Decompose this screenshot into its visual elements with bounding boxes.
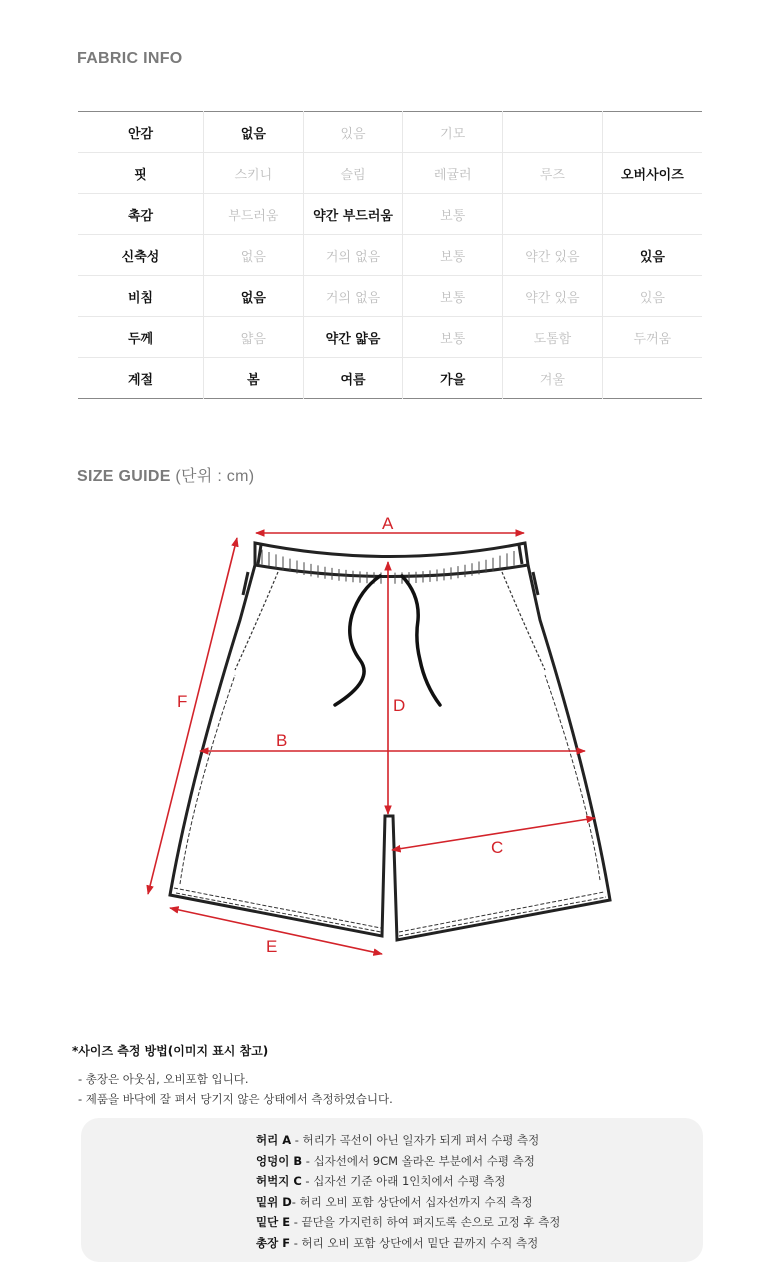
fabric-option-cell: 봄 bbox=[204, 358, 304, 399]
fabric-option-cell bbox=[503, 112, 603, 153]
fabric-option-cell: 겨울 bbox=[503, 358, 603, 399]
fabric-option-cell: 없음 bbox=[204, 276, 304, 317]
size-guide-unit: (단위 : cm) bbox=[170, 468, 255, 485]
notes-line: - 제품을 바닥에 잘 펴서 당기지 않은 상태에서 측정하였습니다. bbox=[78, 1092, 393, 1106]
fabric-option-cell: 있음 bbox=[602, 235, 702, 276]
fabric-option-cell: 여름 bbox=[303, 358, 403, 399]
fabric-option-cell: 얇음 bbox=[204, 317, 304, 358]
fabric-option-cell bbox=[602, 358, 702, 399]
fabric-row bbox=[78, 112, 702, 153]
method-key: 총장 F bbox=[256, 1235, 291, 1250]
measurement-method-list bbox=[256, 1130, 560, 1253]
fabric-row bbox=[78, 153, 702, 194]
fabric-option-cell: 루즈 bbox=[503, 153, 603, 194]
fabric-option-cell: 약간 부드러움 bbox=[303, 194, 403, 235]
fabric-row bbox=[78, 317, 702, 358]
fabric-info-title: FABRIC INFO bbox=[77, 50, 183, 67]
method-desc: - 허리가 곡선이 아닌 일자가 되게 펴서 수평 측정 bbox=[291, 1133, 540, 1147]
shorts-size-diagram bbox=[130, 500, 650, 970]
fabric-option-cell: 레귤러 bbox=[403, 153, 503, 194]
fabric-option-cell: 두꺼움 bbox=[602, 317, 702, 358]
fabric-option-cell: 보통 bbox=[403, 317, 503, 358]
fabric-option-cell: 가을 bbox=[403, 358, 503, 399]
fabric-row-label: 계절 bbox=[127, 372, 154, 388]
method-desc: - 허리 오비 포함 상단에서 밑단 끝까지 수직 측정 bbox=[290, 1235, 539, 1250]
method-key: 엉덩이 B bbox=[256, 1153, 303, 1168]
shorts-outline bbox=[170, 543, 610, 940]
fabric-option-cell: 부드러움 bbox=[204, 194, 304, 235]
method-desc: - 십자선에서 9CM 올라온 부분에서 수평 측정 bbox=[302, 1153, 535, 1168]
fabric-option-cell: 없음 bbox=[204, 112, 304, 153]
label-b: B bbox=[276, 731, 288, 750]
fabric-row-label: 핏 bbox=[78, 153, 204, 194]
pocket-lines bbox=[235, 572, 545, 670]
label-c: C bbox=[491, 838, 504, 857]
fabric-row-label: 촉감 bbox=[78, 194, 204, 235]
size-guide-title-text: SIZE GUIDE bbox=[77, 468, 171, 485]
method-row-hem bbox=[256, 1212, 560, 1233]
label-e: E bbox=[266, 937, 278, 956]
fabric-option-cell bbox=[602, 194, 702, 235]
fabric-option-cell bbox=[503, 194, 603, 235]
fabric-option-cell: 오버사이즈 bbox=[602, 153, 702, 194]
fabric-option-cell: 보통 bbox=[403, 276, 503, 317]
method-key: 허리 A bbox=[256, 1133, 292, 1147]
method-row-rise bbox=[256, 1192, 560, 1213]
fabric-option-cell: 약간 있음 bbox=[503, 235, 603, 276]
method-key: 허벅지 C bbox=[256, 1174, 302, 1188]
method-row-length bbox=[256, 1233, 560, 1254]
fabric-row-label: 안감 bbox=[78, 112, 204, 153]
notes-line: - 총장은 아웃심, 오비포함 입니다. bbox=[78, 1072, 249, 1086]
fabric-row-label: 두께 bbox=[78, 317, 204, 358]
fabric-option-cell: 없음 bbox=[204, 235, 304, 276]
method-desc: - 끝단을 가지런히 하여 펴지도록 손으로 고정 후 측정 bbox=[290, 1215, 561, 1229]
fabric-row bbox=[78, 194, 702, 235]
fabric-option-cell: 거의 없음 bbox=[303, 235, 403, 276]
fabric-option-cell: 기모 bbox=[403, 112, 503, 153]
hem-stitching bbox=[174, 675, 606, 936]
measure-line-f bbox=[148, 538, 237, 894]
method-key: 밑단 E bbox=[256, 1215, 291, 1229]
fabric-option-cell: 슬림 bbox=[303, 153, 403, 194]
measurement-lines bbox=[148, 533, 595, 954]
fabric-row bbox=[78, 276, 702, 317]
notes-heading: *사이즈 측정 방법(이미지 표시 참고) bbox=[72, 1044, 269, 1058]
size-guide-title bbox=[77, 463, 254, 486]
method-key: 밑위 D bbox=[256, 1194, 292, 1209]
method-row-hip bbox=[256, 1151, 560, 1172]
fabric-option-cell: 있음 bbox=[602, 276, 702, 317]
label-a: A bbox=[382, 514, 394, 533]
label-d: D bbox=[393, 696, 406, 715]
fabric-option-cell: 스키니 bbox=[204, 153, 304, 194]
fabric-info-table bbox=[78, 111, 702, 399]
fabric-option-cell: 약간 얇음 bbox=[303, 317, 403, 358]
fabric-row-label: 신축성 bbox=[78, 235, 204, 276]
label-f: F bbox=[177, 692, 188, 711]
fabric-option-cell: 거의 없음 bbox=[303, 276, 403, 317]
method-row-waist bbox=[256, 1130, 560, 1151]
fabric-option-cell: 있음 bbox=[303, 112, 403, 153]
fabric-option-cell: 도톰함 bbox=[503, 317, 603, 358]
fabric-row-label: 비침 bbox=[78, 276, 204, 317]
fabric-option-cell: 보통 bbox=[403, 235, 503, 276]
measurement-notes bbox=[72, 1042, 393, 1109]
method-desc: - 십자선 기준 아래 1인치에서 수평 측정 bbox=[301, 1174, 506, 1188]
fabric-option-cell: 보통 bbox=[403, 194, 503, 235]
fabric-row bbox=[78, 235, 702, 276]
fabric-option-cell: 약간 있음 bbox=[503, 276, 603, 317]
fabric-option-cell bbox=[602, 112, 702, 153]
method-row-thigh bbox=[256, 1171, 560, 1192]
fabric-row bbox=[78, 358, 702, 399]
method-desc: - 허리 오비 포함 상단에서 십자선까지 수직 측정 bbox=[291, 1194, 533, 1209]
